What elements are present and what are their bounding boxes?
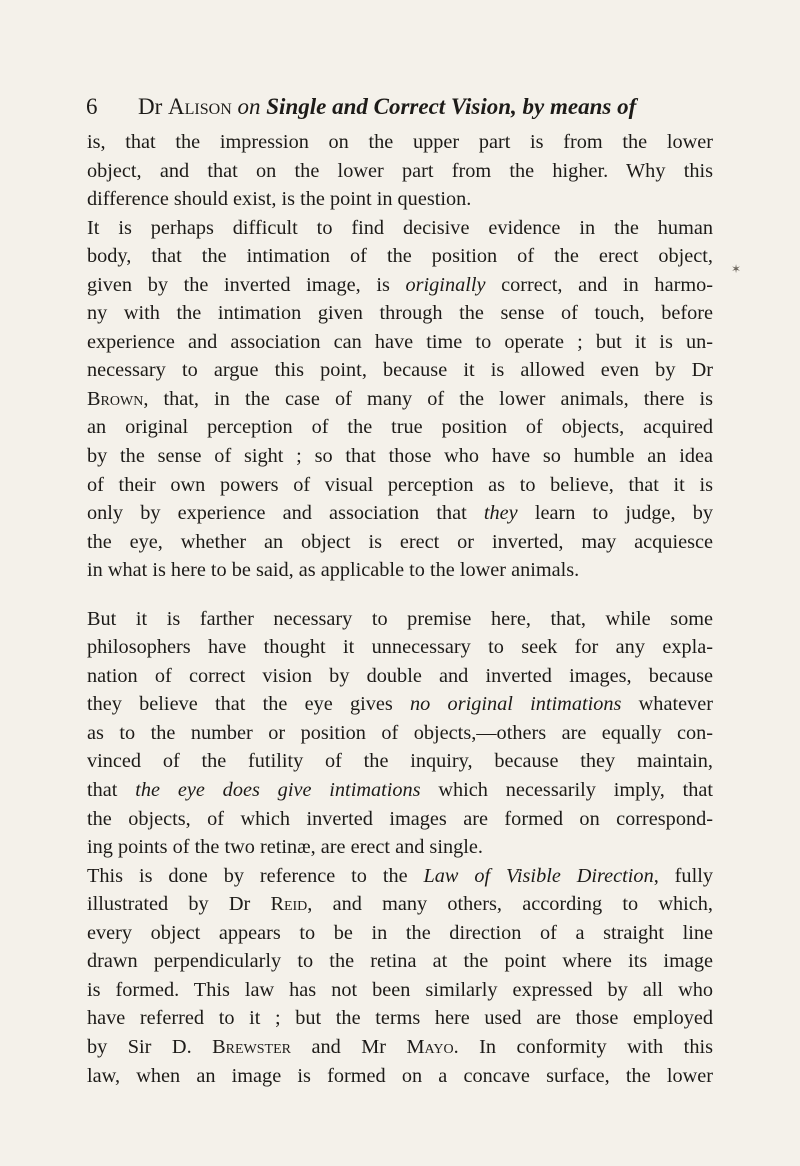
text-line-with-smallcaps: by Sir D. Brewster and Mr Mayo. In conformity with this: [87, 1035, 713, 1058]
text-line: every object appears to be in the direction of a straight line: [87, 921, 713, 944]
running-header: [86, 93, 646, 121]
header-title-part1: Single and Correct Vision: [266, 94, 512, 119]
text-line-with-smallcaps: Brown, that, in the case of many of the lower animals, there is: [87, 387, 713, 410]
margin-speck: ✶: [731, 262, 742, 276]
author-name: Alison: [168, 94, 232, 119]
text-line-with-italic: that the eye does give intimations which necessarily imply, that: [87, 779, 714, 802]
paragraph-2: [87, 214, 713, 585]
text-line-with-smallcaps: illustrated by Dr Reid, and many others, according to which,: [87, 893, 713, 916]
text-line: law, when an image is formed on a concave surface, the lower: [87, 1064, 713, 1087]
paragraph-1: [87, 128, 713, 214]
text-line-with-italic: This is done by reference to the Law of Visible Direction, fully: [87, 864, 713, 887]
text-line: in what is here to be said, as applicable to the lower animals.: [87, 559, 580, 582]
text-line: drawn perpendicularly to the retina at the point where its image: [87, 950, 713, 973]
text-line-with-italic: given by the inverted image, is originally correct, and in harmo-: [87, 273, 714, 296]
text-line: as to the number or position of objects,—others are equally con-: [87, 721, 713, 744]
italic-the-eye-does-give-intimations: the eye does give intimations: [135, 779, 421, 802]
italic-originally: originally: [405, 273, 486, 296]
text-line: an original perception of the true position of objects, acquired: [87, 416, 713, 439]
text-line: ny with the intimation given through the sense of touch, before: [87, 302, 713, 325]
text-line: difference should exist, is the point in question.: [87, 188, 472, 211]
name-brown: Brown: [87, 387, 144, 410]
text-line: It is perhaps difficult to find decisive evidence in the human: [87, 216, 713, 239]
text-line: philosophers have thought it unnecessary to seek for any expla-: [87, 636, 713, 659]
text-line: vinced of the futility of the inquiry, because they maintain,: [87, 750, 713, 773]
text-line: necessary to argue this point, because it is allowed even by Dr: [87, 359, 713, 382]
header-on: on: [231, 94, 267, 119]
body-text: [87, 128, 713, 1090]
text-line: by the sense of sight ; so that those who have so humble an idea: [87, 445, 713, 468]
page-number: 6: [86, 94, 98, 119]
text-line-with-italic: only by experience and association that they learn to judge, by: [87, 502, 713, 525]
text-line: experience and association can have time to operate ; but it is un-: [87, 330, 713, 353]
italic-no-original-intimations: no original intimations: [410, 693, 622, 716]
text-line-with-italic: they believe that the eye gives no original intimations whatever: [87, 693, 713, 716]
text-line: the objects, of which inverted images are formed on correspond-: [87, 807, 713, 830]
name-brewster: Brewster: [212, 1035, 291, 1058]
name-mayo: Mayo: [406, 1035, 454, 1058]
text-line: nation of correct vision by double and inverted images, because: [87, 664, 713, 687]
italic-they: they: [483, 502, 518, 525]
text-line: the eye, whether an object is erect or inverted, may acquiesce: [87, 530, 713, 553]
text-line: body, that the intimation of the position of the erect object,: [87, 245, 713, 268]
text-line: have referred to it ; but the terms here used are those employed: [87, 1007, 713, 1030]
text-line: But it is farther necessary to premise here, that, while some: [87, 607, 713, 630]
text-line: of their own powers of visual perception as to believe, that it is: [87, 473, 713, 496]
author-prefix: Dr: [138, 94, 169, 119]
text-line: is formed. This law has not been similarly expressed by all who: [87, 978, 713, 1001]
text-line: object, and that on the lower part from the higher. Why this: [87, 159, 713, 182]
name-reid: Reid: [270, 893, 308, 916]
header-title-part2: by means of: [522, 94, 637, 119]
text-line: is, that the impression on the upper part is from the lower: [87, 131, 713, 153]
paragraph-3: [87, 605, 713, 1090]
text-line: ing points of the two retinæ, are erect and single.: [87, 836, 483, 859]
header-comma: ,: [511, 94, 523, 119]
italic-law-of-visible-direction: Law of Visible Direction: [423, 864, 654, 887]
